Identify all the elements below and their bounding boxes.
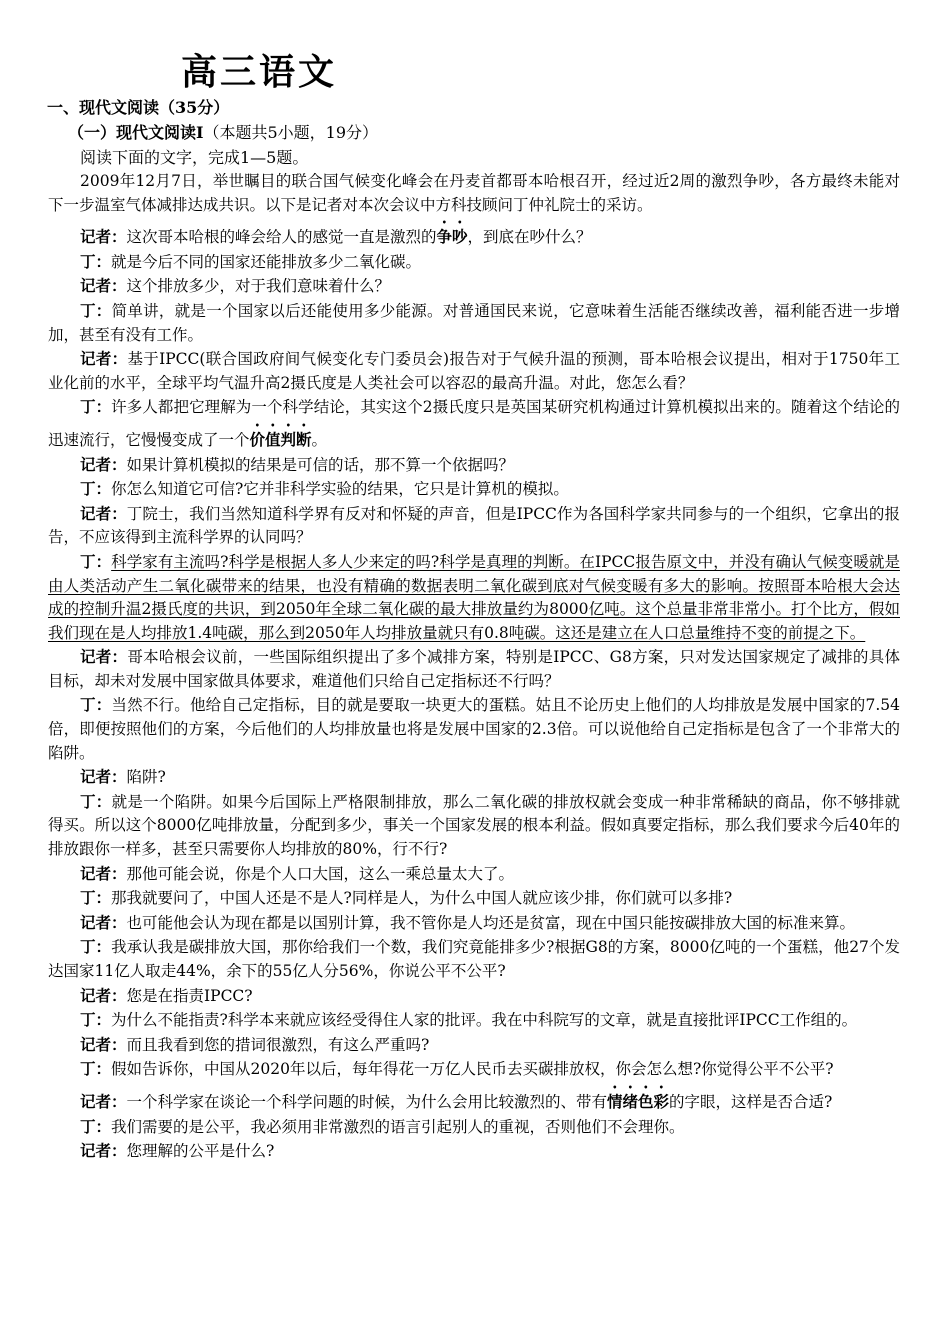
ding-label: 丁： [80, 551, 112, 571]
ding-label: 丁： [80, 695, 112, 715]
document-title: 高三语文 [181, 52, 338, 93]
ding-label: 丁： [80, 1116, 112, 1136]
ding-label: 丁： [80, 479, 112, 499]
dialogue-line: 记者：您理解的公平是什么? [80, 1141, 275, 1161]
ding-label: 丁： [80, 1010, 112, 1030]
reporter-label: 记者： [80, 863, 127, 883]
dialogue-line: 丁：我们需要的是公平，我必须用非常激烈的语言引起别人的重视，否则他们不会理你。 [80, 1116, 685, 1136]
reporter-label: 记者： [80, 349, 128, 369]
article-body [48, 170, 900, 1164]
emphasized-word: 情绪色彩 [607, 1091, 670, 1111]
dialogue-line: 记者：也可能他会认为现在都是以国别计算，我不管你是人均还是贫富，现在中国只能按碳排放大国的标准来算。 [80, 912, 856, 932]
subsection-heading [68, 121, 378, 145]
ding-label: 丁： [80, 251, 112, 271]
dialogue-line: 记者：而且我看到您的措词很激烈，有这么严重吗? [80, 1034, 430, 1054]
intro-paragraph: 2009年12月7日，举世瞩目的联合国气候变化峰会在丹麦首都哥本哈根召开，经过近2周的激烈争吵，各方最终未能对下一步温室气体减排达成共识。以下是记者对本次会议中方科技顾问丁仲礼院士的采访。 [48, 172, 900, 214]
ding-label: 丁： [80, 888, 112, 908]
dialogue-line: 丁：你怎么知道它可信?它并非科学实验的结果，它只是计算机的模拟。 [80, 479, 569, 499]
dialogue-line [48, 550, 900, 645]
subsection-label: （一）现代文阅读Ⅰ [68, 123, 204, 142]
dialogue-line: 丁：我承认我是碳排放大国，那你给我们一个数，我们究竟能排多少?根据G8的方案，8000亿吨的一个蛋糕，他27个发达国家11亿人取走44%，余下的55亿人分56%，你说公平不公平? [48, 937, 900, 980]
dialogue-line: 丁：许多人都把它理解为一个科学结论，其实这个2摄氏度只是英国某研究机构通过计算机模拟出来的。随着这个结论的迅速流行，它慢慢变成了一个价值判断。 [48, 397, 900, 449]
ding-label: 丁： [80, 397, 112, 417]
emphasized-word: 争吵 [436, 227, 468, 247]
dialogue-line: 丁：为什么不能指责?科学本来就应该经受得住人家的批评。我在中科院写的文章，就是直接批评IPCC工作组的。 [80, 1010, 858, 1030]
dialogue-line: 丁：就是今后不同的国家还能排放多少二氧化碳。 [80, 251, 422, 271]
dialogue-line: 丁：假如告诉你，中国从2020年以后，每年得花一万亿人民币去买碳排放权，你会怎么想?你觉得公平不公平? [80, 1059, 834, 1079]
dialogue-line: 记者：这次哥本哈根的峰会给人的感觉一直是激烈的争吵，到底在吵什么？ [80, 227, 592, 247]
dialogue-line: 记者：基于IPCC(联合国政府间气候变化专门委员会)报告对于气候升温的预测，哥本哈根会议提出，相对于1750年工业化前的水平，全球平均气温升高2摄氏度是人类社会可以容忍的最高升温。对此，您怎么看？ [48, 349, 900, 392]
dialogue-line: 记者：陷阱? [80, 767, 166, 787]
reporter-label: 记者： [80, 1034, 127, 1054]
dialogue-line: 丁：当然不行。他给自己定指标，目的就是要取一块更大的蛋糕。姑且不论历史上他们的人均排放是发展中国家的7.54倍，即便按照他们的方案，今后他们的人均排放量也将是发展中国家的2.3倍。可以说他给自己定指标是包含了一个非常大的陷阱。 [48, 695, 900, 762]
instruction-text: 阅读下面的文字，完成1—5题。 [80, 148, 309, 167]
subsection-note: （本题共5小题，19分） [203, 123, 379, 142]
reporter-label: 记者： [80, 227, 127, 247]
dialogue-line: 记者：丁院士，我们当然知道科学界有反对和怀疑的声音，但是IPCC作为各国科学家共同参与的一个组织，它拿出的报告，不应该得到主流科学界的认同吗？ [48, 503, 900, 547]
ding-label: 丁： [80, 937, 112, 957]
dialogue-line: 丁：就是一个陷阱。如果今后国际上严格限制排放，那么二氧化碳的排放权就会变成一种非常稀缺的商品，你不够排就得买。所以这个8000亿吨排放量，分配到多少，事关一个国家发展的根本利益。假如真要定指标，那么我们要求今后40年的排放跟你一样多，甚至只需要你人均排放的80%，行不行? [48, 791, 900, 859]
ding-label: 丁： [80, 1059, 112, 1079]
section-heading: 一、现代文阅读（35分） [47, 98, 230, 117]
dialogue-line: 丁：那我就要问了，中国人还是不是人?同样是人，为什么中国人就应该少排，你们就可以多排? [80, 888, 733, 908]
emphasized-word: 价值判断 [249, 429, 312, 449]
reporter-label: 记者： [80, 767, 127, 787]
dialogue-line: 记者：您是在指责IPCC? [80, 985, 253, 1005]
dialogue-line: 丁：简单讲，就是一个国家以后还能使用多少能源。对普通国民来说，它意味着生活能否继续改善，福利能否进一步增加，甚至有没有工作。 [48, 300, 900, 344]
dialogue-line: 记者：哥本哈根会议前，一些国际组织提出了多个减排方案，特别是IPCC、G8方案，只对发达国家规定了减排的具体目标，却未对发展中国家做具体要求，难道他们只给自己定指标还不行吗？ [48, 647, 900, 690]
reporter-label: 记者： [80, 454, 127, 474]
reporter-label: 记者： [80, 1141, 127, 1161]
dialogue-line: 记者：一个科学家在谈论一个科学问题的时候，为什么会用比较激烈的、带有情绪色彩的字眼，这样是否合适? [80, 1091, 833, 1111]
dialogue-line: 记者：如果计算机模拟的结果是可信的话，那不算一个依据吗？ [80, 454, 515, 474]
reporter-label: 记者： [80, 503, 127, 523]
ding-label: 丁： [80, 300, 112, 320]
underlined-passage: 科学家有主流吗?科学是根据人多人少来定的吗?科学是真理的判断。在IPCC报告原文中，并没有确认气候变暖就是由人类活动产生二氧化碳带来的结果，也没有精确的数据表明二氧化碳到底对气候变暖有多大的影响。按照哥本哈根大会达成的控制升温2摄氏度的共识，到2050年全球二氧化碳的最大排放量约为8000亿吨。这个总量非常非常小。打个比方，假如我们现在是人均排放1.4吨碳，那么到2050年人均排放量就只有0.8吨碳。这还是建立在人口总量维持不变的前提之下。 [48, 552, 900, 642]
reporter-label: 记者： [80, 912, 127, 932]
dialogue-line: 记者：那他可能会说，你是个人口大国，这么一乘总量太大了。 [80, 863, 515, 883]
reporter-label: 记者： [80, 276, 127, 296]
ding-label: 丁： [80, 791, 112, 811]
reporter-label: 记者： [80, 647, 128, 667]
reporter-label: 记者： [80, 1091, 127, 1111]
reporter-label: 记者： [80, 985, 127, 1005]
dialogue-line: 记者：这个排放多少，对于我们意味着什么？ [80, 276, 391, 296]
